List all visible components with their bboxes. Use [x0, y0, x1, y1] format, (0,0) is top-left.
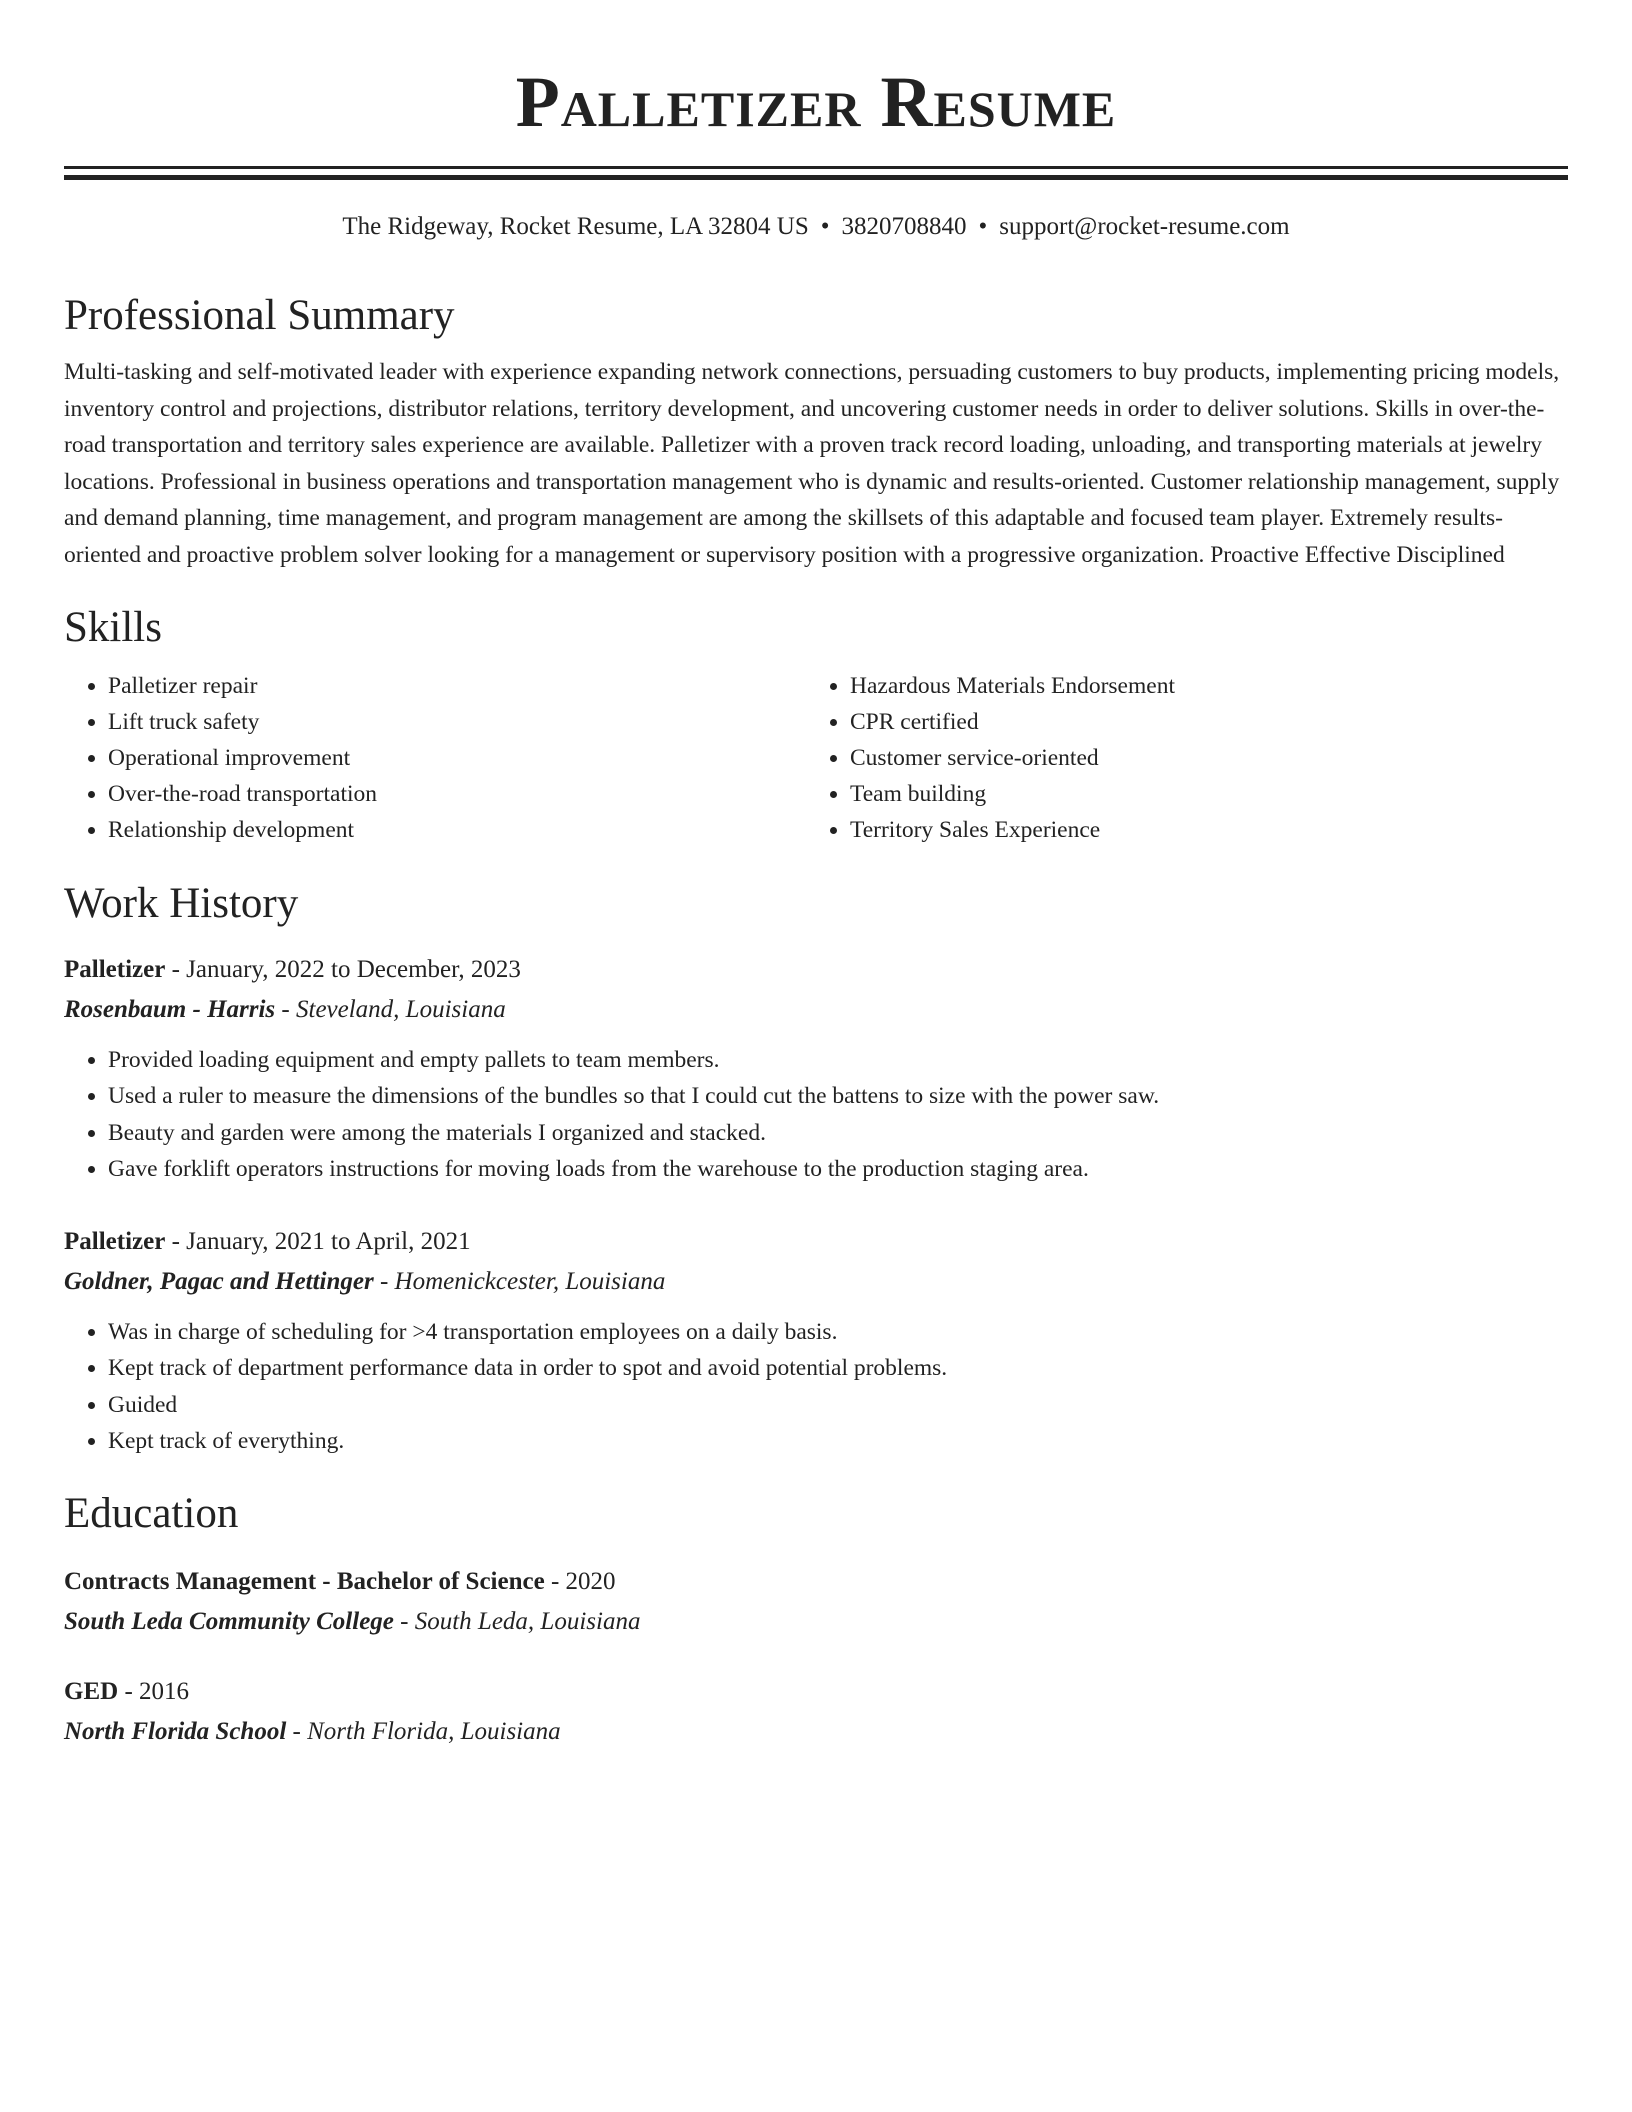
contact-address: The Ridgeway, Rocket Resume, LA 32804 US	[342, 213, 809, 240]
education-entry	[64, 1562, 1568, 1642]
contact-phone: 3820708840	[841, 213, 967, 240]
work-history-heading: Work History	[64, 879, 299, 927]
job-location: - Steveland, Louisiana	[275, 995, 506, 1023]
contact-separator: •	[978, 213, 988, 240]
job-duty: • Was in charge of scheduling for >4 transportation employees on a daily basis.	[108, 1314, 1568, 1351]
job-company-line	[64, 990, 1568, 1030]
education-heading: Education	[64, 1489, 239, 1537]
skill-item: • Over-the-road transportation	[108, 776, 806, 812]
header-rule-bottom	[64, 175, 1568, 180]
skill-item: • Customer service-oriented	[850, 740, 1548, 776]
school-location: - North Florida, Louisiana	[286, 1717, 561, 1745]
contact-line	[64, 210, 1568, 244]
job-duty: • Kept track of department performance data in order to spot and avoid potential problems.	[108, 1350, 1568, 1387]
job-location: - Homenickcester, Louisiana	[373, 1267, 666, 1295]
job-duties	[64, 1042, 1568, 1188]
degree: GED	[64, 1677, 119, 1705]
job-duty: • Beauty and garden were among the materials I organized and stacked.	[108, 1115, 1568, 1152]
degree-year: - 2020	[544, 1567, 616, 1595]
job-duty: • Gave forklift operators instructions for moving loads from the warehouse to the production staging area.	[108, 1151, 1568, 1188]
school-name: South Leda Community College	[64, 1607, 394, 1635]
degree-year: - 2016	[118, 1677, 190, 1705]
summary-heading: Professional Summary	[64, 292, 455, 339]
degree-line	[64, 1562, 1568, 1602]
job-dates: - January, 2021 to April, 2021	[165, 1227, 471, 1255]
skills-heading: Skills	[64, 603, 162, 651]
job-company: Rosenbaum - Harris	[64, 995, 276, 1023]
job-title-line	[64, 1222, 1568, 1262]
job-entry	[64, 1222, 1568, 1460]
skill-item: • Operational improvement	[108, 740, 806, 776]
job-dates: - January, 2022 to December, 2023	[165, 955, 521, 983]
job-duty: • Kept track of everything.	[108, 1423, 1568, 1460]
job-entry	[64, 950, 1568, 1188]
degree: Contracts Management - Bachelor of Science	[64, 1567, 545, 1595]
resume-title: Palletizer Resume	[515, 62, 1117, 142]
job-company: Goldner, Pagac and Hettinger	[64, 1267, 374, 1295]
skills-list-right	[806, 668, 1548, 848]
skill-item: • Palletizer repair	[108, 668, 806, 704]
job-duty: • Guided	[108, 1387, 1568, 1424]
job-duties	[64, 1314, 1568, 1460]
job-duty: • Used a ruler to measure the dimensions of the bundles so that I could cut the battens to size with the power saw.	[108, 1078, 1568, 1115]
skills-list-left	[64, 668, 806, 848]
skill-item: • Relationship development	[108, 812, 806, 848]
contact-separator: •	[820, 213, 830, 240]
skill-item: • Hazardous Materials Endorsement	[850, 668, 1548, 704]
contact-email: support@rocket-resume.com	[999, 213, 1290, 240]
job-title: Palletizer	[64, 1227, 166, 1255]
job-duty: • Provided loading equipment and empty pallets to team members.	[108, 1042, 1568, 1079]
header-rule-top	[64, 166, 1568, 169]
school-location: - South Leda, Louisiana	[393, 1607, 641, 1635]
degree-line	[64, 1672, 1568, 1712]
job-title: Palletizer	[64, 955, 166, 983]
skill-item: • Team building	[850, 776, 1548, 812]
skill-item: • Lift truck safety	[108, 704, 806, 740]
skill-item: • Territory Sales Experience	[850, 812, 1548, 848]
skill-item: • CPR certified	[850, 704, 1548, 740]
job-title-line	[64, 950, 1568, 990]
school-line	[64, 1712, 1568, 1752]
skills-columns	[64, 668, 1568, 848]
summary-text: Multi-tasking and self-motivated leader with experience expanding network connections, persuading customers to buy products, implementing pricing models, inventory control and projections, distributor relations, territory development, and uncovering customer needs in order to deliver solutions. Skills in over-the-road transportation and territory sales experience are available. Palletizer with a proven track record loading, unloading, and transporting materials at jewelry locations. Professional in business operations and transportation management who is dynamic and results-oriented. Customer relationship management, supply and demand planning, time management, and program management are among the skillsets of this adaptable and focused team player. Extremely results-oriented and proactive problem solver looking for a management or supervisory position with a progressive organization. Proactive Effective Disciplined	[64, 359, 1560, 568]
education-entry	[64, 1672, 1568, 1752]
job-company-line	[64, 1262, 1568, 1302]
school-name: North Florida School	[64, 1717, 287, 1745]
school-line	[64, 1602, 1568, 1642]
